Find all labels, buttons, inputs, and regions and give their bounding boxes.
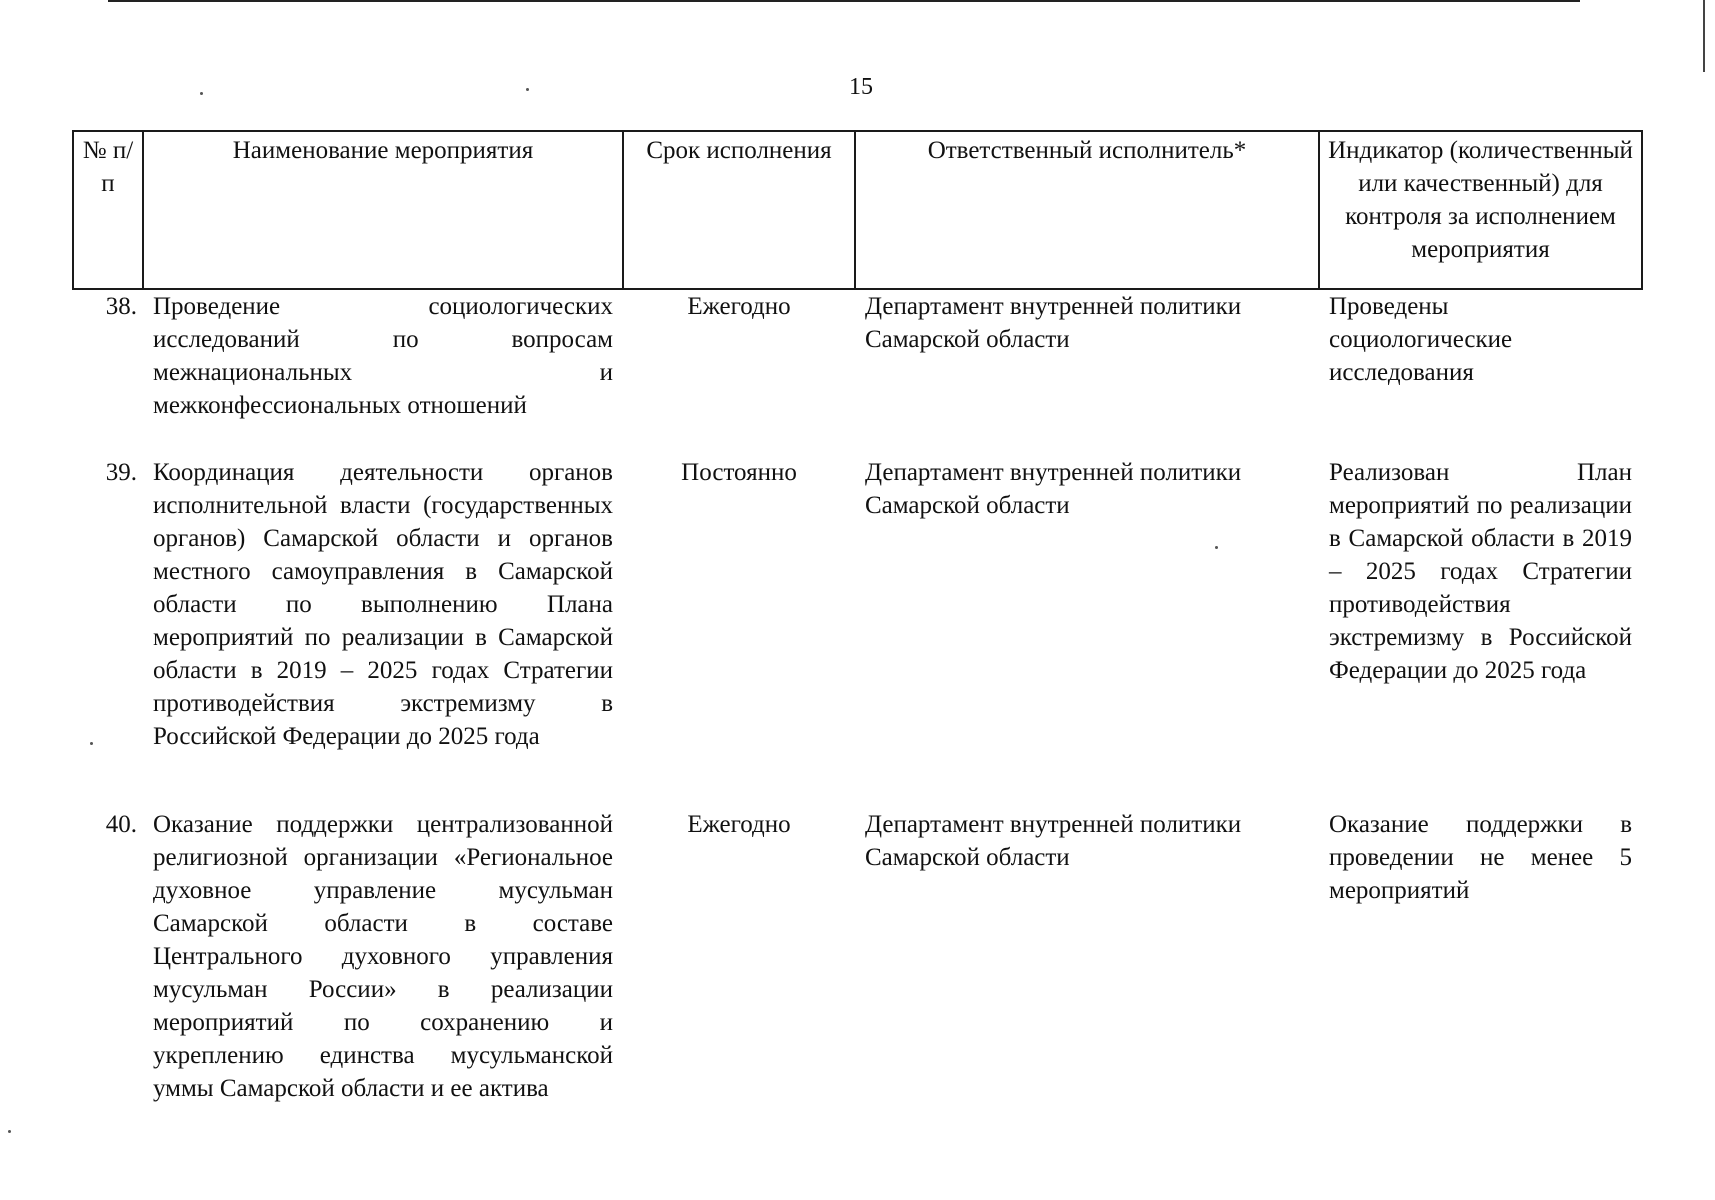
table-row [73,808,1642,1105]
events-table [72,130,1643,1105]
row-name: Координация деятельности органов исполнительной власти (государственных органов) Самарской области и органов местного самоуправления в Самарской области по выполнению Плана мероприятий по реализации в Самарской области в 2019 – 2025 годах Стратегии противодействия экстремизму в Российской Федерации до 2025 года [153,459,613,750]
row-indicator: Оказание поддержки в проведении не менее 5 мероприятий [1329,811,1632,904]
scan-right-edge [1703,0,1705,72]
table-row [73,289,1642,456]
row-num: 39. [105,459,137,486]
row-indicator: Проведены социологические исследования [1329,293,1513,386]
row-responsible: Департамент внутренней политики Самарской области [865,293,1242,353]
row-indicator: Реализован План мероприятий по реализации в Самарской области в 2019 – 2025 годах Стратегии противодействия экстремизму в Российской Федерации до 2025 года [1329,459,1632,684]
header-responsible: Ответственный исполнитель* [855,131,1319,289]
row-num: 40. [105,811,137,838]
header-num: № п/п [73,131,143,289]
table-row [73,456,1642,808]
row-deadline: Ежегодно [687,293,791,320]
header-name: Наименование мероприятия [143,131,623,289]
row-responsible: Департамент внутренней политики Самарской области [865,459,1242,519]
row-deadline: Ежегодно [687,811,791,838]
scan-speck [8,1130,11,1133]
header-indicator: Индикатор (количественный или качественный) для контроля за исполнением мероприятия [1319,131,1642,289]
page-number: 15 [849,74,873,100]
row-responsible: Департамент внутренней политики Самарской области [865,811,1242,871]
row-name: Оказание поддержки централизованной религиозной организации «Региональное духовное управление мусульман Самарской области в составе Центрального духовного управления мусульман России» в реализации мероприятий по сохранению и укреплению единства мусульманской уммы Самарской области и ее актива [153,811,613,1102]
row-name: Проведение социологических исследований по вопросам межнациональных и межконфессиональных отношений [153,293,613,419]
scan-top-border [108,0,1580,2]
row-deadline: Постоянно [681,459,797,486]
header-deadline: Срок исполнения [623,131,855,289]
row-num: 38. [105,293,137,320]
table-header-row [73,131,1642,289]
